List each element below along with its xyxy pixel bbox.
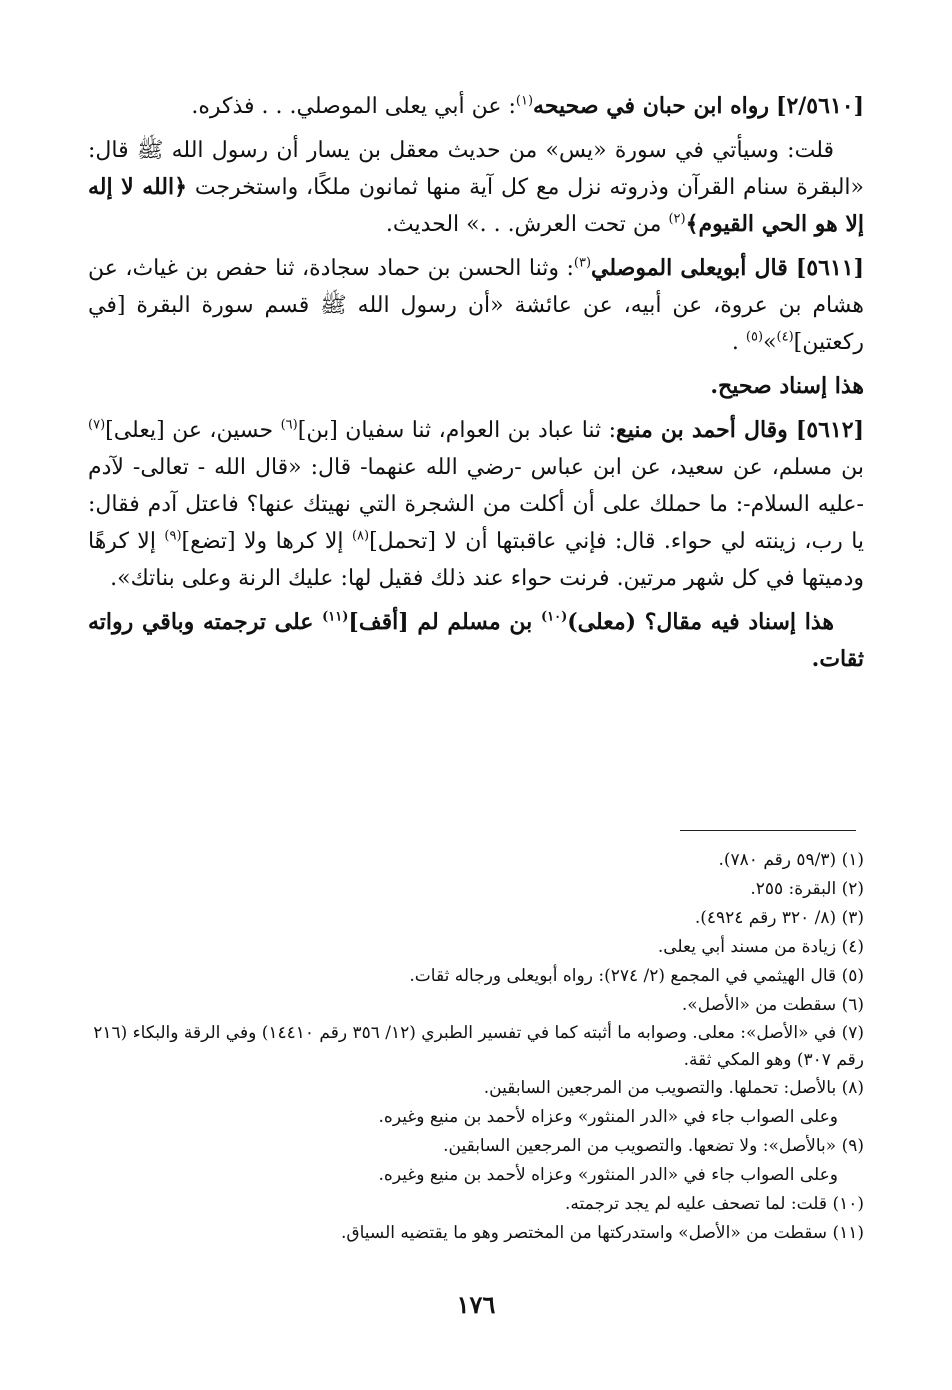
footnote-7: (٧) في «الأصل»: معلى. وصوابه ما أثبته كما في تفسير الطبري (١٢/ ٣٥٦ رقم ١٤٤١٠) وفي الرقة والبكاء (٢١٦ رقم ٣٠٧) وهو المكي ثقة. — [93, 1023, 864, 1070]
footnote-ref-9: (٩) — [164, 528, 182, 544]
hadith-5612-text-d: إلا كرها ولا [تضع] — [181, 529, 344, 554]
hadith-5611-text: : وثنا الحسن بن حماد سجادة، ثنا حفص بن غياث، عن هشام بن عروة، عن أبيه، عن عائشة «أن رسول الله ﷺ قسم سورة البقرة [في ركعتين] — [88, 256, 864, 355]
footnote-9: (٩) «بالأصل»: ولا تضعها. والتصويب من المرجعين السابقين. — [443, 1136, 864, 1156]
footnote-separator — [680, 830, 856, 831]
hadith-5612-text-a: : ثنا عباد بن العوام، ثنا سفيان [بن] — [297, 418, 617, 443]
footnote-2: (٢) البقرة: ٢٥٥. — [750, 879, 864, 899]
footnote-1: (١) (٥٩/٣ رقم ٧٨٠). — [718, 850, 864, 870]
verdict-2-text-a: هذا إسناد فيه مقال؟ (معلى) — [567, 609, 835, 635]
footnote-ref-6: (٦) — [280, 417, 298, 433]
verdict-2-text-b: بن مسلم لم [أقف] — [348, 609, 533, 635]
verdict-2 — [88, 604, 864, 678]
footnote-5: (٥) قال الهيثمي في المجمع (٢/ ٢٧٤): رواه أبويعلى ورجاله ثقات. — [409, 966, 864, 986]
main-text — [88, 88, 864, 678]
footnote-ref-11: (١١) — [322, 609, 349, 625]
footnote-8-continuation: وعلى الصواب جاء في «الدر المنثور» وعزاه لأحمد بن منيع وغيره. — [378, 1107, 838, 1127]
hadith-5610-number: [٢/٥٦١٠] — [776, 93, 864, 119]
footnote-10: (١٠) قلت: لما تصحف عليه لم يجد ترجمته. — [564, 1194, 864, 1214]
footnote-ref-4: (٤) — [776, 329, 794, 345]
footnote-ref-7: (٧) — [88, 417, 106, 433]
page-number: ١٧٦ — [456, 1290, 496, 1319]
footnote-ref-5: (٥) — [745, 329, 764, 345]
verdict-1: هذا إسناد صحيح. — [710, 373, 864, 399]
hadith-5612-text-e: إلا كرهًا ودميتها في كل شهر مرتين. فرنت حواء عند ذلك فقيل لها: عليك الرنة وعلى بناتك». — [88, 529, 864, 591]
verdict-2-text-c: على ترجمته وباقي رواته ثقات. — [88, 609, 864, 672]
footnotes — [88, 846, 864, 1248]
footnote-11: (١١) سقطت من «الأصل» واستدركتها من المختصر وهو ما يقتضيه السياق. — [341, 1223, 864, 1243]
footnote-ref-1: (١) — [515, 93, 534, 109]
hadith-5612-text-b: حسين، عن [يعلى] — [105, 418, 274, 443]
hadith-5611-end: . — [731, 330, 739, 355]
footnote-ref-2: (٢) — [668, 211, 686, 227]
footnote-ref-8: (٨) — [351, 528, 370, 544]
hadith-5610-text: : عن أبي يعلى الموصلي. . . فذكره. — [191, 94, 516, 119]
footnote-ref-10: (١٠) — [540, 609, 568, 625]
hadith-5610-heading: رواه ابن حبان في صحيحه — [533, 93, 770, 119]
footnote-6: (٦) سقطت من «الأصل». — [681, 995, 864, 1015]
comment-text-b: من تحت العرش. . .» الحديث. — [385, 212, 662, 237]
hadith-5610 — [88, 88, 864, 125]
hadith-5612 — [88, 412, 864, 597]
comment-text-a: قلت: وسيأتي في سورة «يس» من حديث معقل بن يسار أن رسول الله ﷺ قال: «البقرة سنام القرآن وذروته نزل مع كل آية منها ثمانون ملكًا، واستخرجت — [88, 138, 864, 200]
comment-paragraph — [88, 132, 864, 243]
footnote-3: (٣) (٨/ ٣٢٠ رقم ٤٩٢٤). — [694, 908, 864, 928]
quran-verse: ﴿الله لا إله إلا هو الحي القيوم﴾ — [88, 174, 864, 237]
footnote-9-continuation: وعلى الصواب جاء في «الدر المنثور» وعزاه لأحمد بن منيع وغيره. — [378, 1165, 838, 1185]
hadith-5612-text-c: بن مسلم، عن سعيد، عن ابن عباس -رضي الله عنهما- قال: «قال الله - تعالى- لآدم -عليه السلام-: ما حملك على أن أكلت من الشجرة التي نهيتك عنها؟ فاعتل آدم فقال: يا رب، زينته لي حواء. قال: فإني عاقبتها أن لا [تحمل] — [88, 455, 865, 554]
hadith-5611-heading: [٥٦١١] قال أبويعلى الموصلي — [591, 255, 865, 281]
footnote-8: (٨) بالأصل: تحملها. والتصويب من المرجعين السابقين. — [483, 1078, 864, 1098]
hadith-5611-quote-close: » — [763, 330, 777, 355]
hadith-5612-heading: [٥٦١٢] وقال أحمد بن منيع — [616, 417, 865, 443]
footnote-4: (٤) زيادة من مسند أبي يعلى. — [657, 937, 864, 957]
footnote-ref-3: (٣) — [573, 255, 592, 271]
hadith-5611 — [88, 250, 864, 361]
